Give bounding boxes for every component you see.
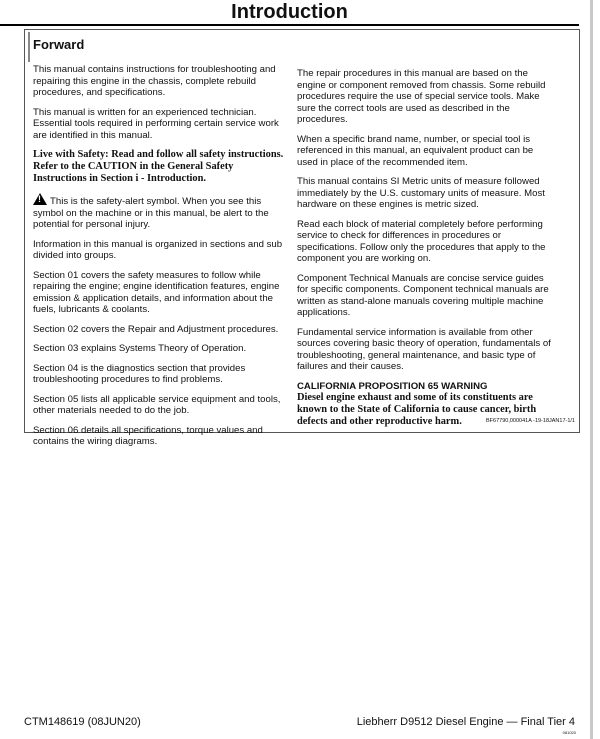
intro-paragraph: This manual contains instructions for troubleshooting and repairing this engine in the chassis, complete rebuild procedures, and specifications.: [33, 64, 276, 98]
section-heading: Forward: [33, 37, 85, 52]
audience-paragraph: This manual is written for an experienced technician. Essential tools required in performing certain service work are identified in this manual.: [33, 106, 279, 141]
section-04-paragraph: Section 04 is the diagnostics section that provides troubleshooting procedures to find problems.: [33, 362, 246, 385]
section-02-paragraph: Section 02 covers the Repair and Adjustment procedures.: [33, 323, 279, 335]
fundamental-info-paragraph: Fundamental service information is available from other sources covering basic theory of operation, fundamentals of troubleshooting, general maintenance, and basic type of failures and their causes.: [297, 326, 551, 372]
repair-procedures-paragraph: The repair procedures in this manual are based on the engine or component removed from chassis. Some rebuild procedures require the use of special service tools. Make sure the correct tools are used as described in the procedures.: [297, 68, 546, 125]
page-title: Introduction: [0, 0, 579, 26]
component-manuals-paragraph: Component Technical Manuals are concise service guides for specific components. Component technical manuals are written as stand-alone manuals covering multiple machine applications.: [297, 272, 549, 318]
brand-name-paragraph: When a specific brand name, number, or special tool is referenced in this manual, an equivalent product can be used in place of the recommended item.: [297, 133, 534, 168]
safety-alert-text: This is the safety-alert symbol. When you see this symbol on the machine or in this manual, be alert to the potential for personal injury.: [33, 196, 269, 230]
document-code: BF67790,000041A -19-18JAN17-1/1: [486, 418, 575, 424]
prop65-warning-title: CALIFORNIA PROPOSITION 65 WARNING: [297, 380, 488, 392]
left-column: [33, 64, 289, 456]
right-column: [297, 68, 555, 428]
footer-page-code: 081020: [562, 730, 576, 735]
section-06-paragraph: Section 06 details all specifications, torque values and contains the wiring diagrams.: [33, 424, 263, 447]
page-edge-rule: [590, 0, 593, 739]
footer-manual-id: CTM148619 (08JUN20): [24, 716, 141, 728]
footer-engine-title: Liebherr D9512 Diesel Engine — Final Tier 4: [356, 716, 575, 728]
read-block-paragraph: Read each block of material completely before performing service to check for differences in procedures or specifications. Follow only the procedures that apply to the component you are working on.: [297, 218, 546, 264]
organization-paragraph: Information in this manual is organized in sections and sub divided into groups.: [33, 238, 283, 261]
safety-alert-paragraph: [33, 193, 289, 231]
frame-tab-marker: [28, 32, 30, 62]
section-05-paragraph: Section 05 lists all applicable service equipment and tools, other materials needed to do the job.: [33, 393, 281, 416]
section-03-paragraph: Section 03 explains Systems Theory of Operation.: [33, 343, 247, 354]
safety-alert-icon: [33, 193, 47, 205]
section-01-paragraph: Section 01 covers the safety measures to follow while repairing the engine; engine identification features, engine emission & application details, and information about the fuels, lubricants & coolants.: [33, 269, 280, 315]
units-paragraph: This manual contains SI Metric units of measure followed immediately by the U.S. customary units of measure. Most hardware on these engines is metric sized.: [297, 176, 545, 210]
safety-callout: Live with Safety: Read and follow all safety instructions. Refer to the CAUTION in the General Safety Instructions in Section i - Introduction.: [33, 149, 284, 184]
prop65-warning-body: Diesel engine exhaust and some of its constituents are known to the State of California to cause cancer, birth defects and other reproductive harm.: [297, 392, 537, 427]
